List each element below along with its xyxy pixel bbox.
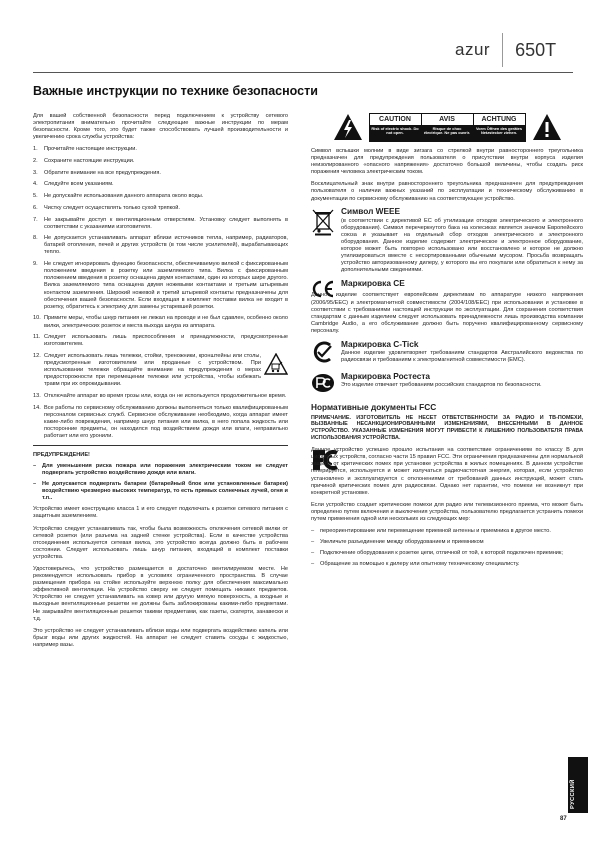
caution-labels — [311, 113, 583, 142]
ce-title: Маркировка CE — [341, 278, 405, 289]
header-rule — [33, 72, 573, 73]
ctick-text: Данное изделие удовлетворяет требованиям стандартов Австралийского ведомства по радиосвязи и требованиям к электромагнитной совместимости (EMC). — [341, 350, 583, 364]
ctick-title: Маркировка C-Tick — [341, 338, 419, 349]
paragraph: Удостоверьтесь, что устройство размещается в достаточно вентилируемом месте. Не рекомендуется использовать прибор в условиях ограниченного пространства. В случае размещения прибора на стойке используйте верхнюю полку для обеспечения максимально эффективной вентиляции. На устройство сверху не следует помещать никаких предметов. Устройство не следует устанавливать на ковер или другую мягкую поверхность, а входные и выходные вентиляционные решетки не должны быть заблокированы какими-либо предметами. Не закрывайте вентиляционные решетки такими предметами, как газеты, скатерти, занавески и т.д. — [33, 566, 288, 622]
fcc-title: Нормативные документы FCC — [311, 402, 437, 413]
ctick-section — [311, 338, 583, 369]
weee-text: (в соответствии с директивой ЕС об утилизации отходов электрического и электронного оборудования). Символ перечеркнутого бака на колесиках является значком Европейского союза и указывает на отдельный сбор отходов электрического и электронного оборудования. Данное изделие содержит электрическое и электронное оборудование, которое может быть повторно использовано или восстановлено и которое не должно утилизироваться вместе с несортированными обычными мусором. Просьба возвращать устройство авторизованному дилеру, у которого вы его покупали или обратиться к нему за дополнительными сведениями. — [341, 217, 583, 274]
list-item: 13. Отключайте аппарат во время грозы или, когда он не используется продолжительное время. — [33, 393, 287, 400]
fcc-notice: ПРИМЕЧАНИЕ. ИЗГОТОВИТЕЛЬ НЕ НЕСЕТ ОТВЕТСТВЕННОСТИ ЗА РАДИО И ТВ-ПОМЕХИ, ВЫЗВАННЫЕ НЕСАНКЦИОНИРОВАННЫМИ ИЗМЕНЕНИЯМИ, ВНЕСЕННЫМИ В ДАННОЕ УСТРОЙСТВО. УКАЗАННЫЕ ИЗМЕНЕНИЯ МОГУТ ПРИВЕСТИ К ЛИШЕНИЮ ПОЛЬЗОВАТЕЛЯ ПРАВА ИСПОЛЬЗОВАНИЯ УСТРОЙСТВА. — [311, 414, 583, 442]
language-tab: РУССКИЙ — [568, 757, 588, 813]
page-number: 87 — [560, 816, 567, 822]
exclamation-warning-icon — [532, 113, 562, 141]
list-item: 3. Обратите внимание на все предупреждения. — [33, 169, 161, 176]
fcc-list-item: – переориентирование или перемещение приемной антенны и приемника в другое место. — [311, 528, 551, 535]
warning-title: ПРЕДУПРЕЖДЕНИЕ! — [33, 451, 90, 458]
list-item: 14. Все работы по сервисному обслуживанию должны выполняться только квалифицированным персоналом сервисных служб. Сервисное обслуживание необходимо, когда аппарат имеет какие-либо повреждения, например шнур питания или вилка, в него попала жидкость или посторонние предметы, он находился под воздействием дождя или влаги, неправильно работает или его уронили. — [33, 404, 288, 440]
paragraph: Устройство следует устанавливать так, чтобы была возможность отключения сетевой вилки от сетевой розетки (или разъема на задней стенке устройства). Если в качестве устройства отсоединения используется сетевая вилка, это устройство всегда должно быть в рабочем состоянии. Следует использовать лишь шнур питания, входящий в комплект поставки устройства. — [33, 525, 288, 560]
paragraph: Это устройство не следует устанавливать вблизи воды или подвергать воздействию капель или брызг воды или других жидкостей. На аппарат не следует ставить сосуды с жидкостью, например вазы. — [33, 627, 288, 648]
weee-bin-icon — [311, 208, 335, 236]
rostest-icon — [311, 373, 335, 393]
right-column — [311, 113, 583, 572]
caution-box: CAUTION Risk of electric shock. Do not open. — [369, 113, 422, 142]
left-column — [33, 113, 288, 654]
fcc-list-item: – Увеличьте разъединение между оборудованием и приемником — [311, 539, 484, 546]
list-item: 1. Прочитайте настоящие инструкции. — [33, 146, 137, 153]
achtung-box: ACHTUNG Vorm Öffnen des gerätes Netzstecker ziehen. — [474, 113, 526, 142]
model-name: 650T — [515, 39, 557, 60]
list-item: 5. Не допускайте использования данного аппарата около воды. — [33, 193, 204, 200]
list-item: 2. Сохраните настоящие инструкции. — [33, 158, 135, 165]
rostest-section — [311, 373, 583, 394]
list-item: 10. Примите меры, чтобы шнур питания не лежал на проходе и не был сдавлен, особенно около вилки, электрических розеток и места выхода шнура из аппарата. — [33, 315, 288, 329]
list-item: 7. Не закрывайте доступ к вентиляционным отверстиям. Установку следует выполнять в соответствии с указаниями изготовителя. — [33, 216, 288, 230]
list-item: 9. Не следует игнорировать функцию безопасности, обеспечиваемую вилкой с фиксированным положением введения в розетку или заземляемого типа. Вилка с фиксированным положением введения в розетку оснащена двумя контактами, один из которых шире другого. Вилка заземляемого типа оснащена двумя ножевыми контактами и третьим штыревым контактом заземления. Широкий ножевой и третий штыревой контакты предназначены для обеспечения вашей безопасности. Если входящая в комплект поставки вилка не входит в розетку, обратитесь к электрику для замены устаревшей розетки. — [33, 261, 288, 310]
paragraph: Устройство имеет конструкцию класса 1 и его следует подключать к розетке сетевого питания с защитным заземлением. — [33, 506, 288, 520]
rostest-title: Маркировка Ростеста — [341, 371, 431, 382]
brand-header — [455, 36, 556, 64]
warning-item: – Для уменьшения риска пожара или поражения электрическим током не следует подвергать устройство воздействию дождя или влаги. — [33, 462, 288, 476]
instructions-list — [33, 146, 288, 440]
avis-box: AVIS Risque de choc électrique. Ne pas ouvrir. — [422, 113, 474, 142]
fcc-paragraph: Данное устройство успешно прошло испытания на соответствие ограничениям по классу B для цифровых устройств, согласно части 15 правил FCC. Эти ограничения предназначены для нормальной защиты от критических помех при установке устройства в жилых помещениях. В данном устройстве генерируется, используется и может излучаться радиочастотная энергия, которая, если устройство установлено и эксплуатируется с отклонениями от требований данных инструкций, может стать причиной критических помех для радиосвязи. Однако нет гарантии, что помехи не возникнут при конкретной установке. — [311, 447, 583, 496]
fcc-paragraph-2: Если устройство создает критические помехи для радио или телевизионного приема, что может быть определено путем включения и выключения устройства, пользователю предлагается устранить помехи путем применения одной или нескольких из следующих мер: — [311, 501, 583, 522]
divider — [33, 445, 288, 446]
fcc-list-item: – Подключение оборудования к розетке цепи, отличной от той, к которой подключен приемник; — [311, 550, 563, 557]
list-item: 11. Следует использовать лишь приспособления и принадлежности, предусмотренные изготовителем. — [33, 334, 288, 348]
fcc-list-item: – Обращение за помощью к дилеру или опытному техническому специалисту. — [311, 561, 520, 568]
ce-text: Данное изделие соответствует европейским директивам по аппаратуре низкого напряжения (2006/95/EEC) и электромагнитной совместимости (2004/108/EEC) при использовании и установке в соответствии с требованиями настоящей инструкции по эксплуатации. Для сохранения соответствия стандартам с данным изделием следует использовать принадлежности лишь производства компании Cambridge Audio, а его обслуживание должно быть поручено квалифицированному сервисному персоналу. — [311, 292, 583, 334]
list-item: 8. Не допускается устанавливать аппарат вблизи источников тепла, например, радиаторов, батарей отопления, печей и других устройств (в том числе усилителей), вырабатывающих тепло. — [33, 235, 288, 256]
weee-title: Символ WEEE — [341, 205, 401, 216]
lightning-warning-icon — [333, 113, 363, 141]
list-item: 6. Чистку следует осуществлять только сухой тряпкой. — [33, 204, 180, 211]
brand-name: azur — [455, 40, 491, 59]
paragraph: Восклицательный знак внутри равностороннего треугольника предназначен для предупреждения пользователя о наличии важных указаний по эксплуатации и техническому обслуживанию в документации по сервисному обслуживанию на соответствующее устройство. — [311, 181, 583, 202]
brand-separator — [502, 33, 503, 67]
paragraph: Символ вспышки молнии в виде зигзага со стрелкой внутри равностороннего треугольника предназначен для предупреждения пользователя о присутствии внутри корпуса изделия неизолированного «опасного напряжения» достаточно большой величины, чтобы создать риск поражения человека электрическим током. — [311, 148, 583, 176]
ctick-icon — [311, 341, 335, 363]
rostest-text: Это изделие отвечает требованиям российских стандартов по безопасности. — [341, 382, 542, 389]
intro-paragraph: Для вашей собственной безопасности перед подключением к устройству сетевого электропитания внимательно прочитайте следующие важные инструкции по мерам безопасности. Кроме того, это будет также способствовать лучшей производительности и увеличению срока службы устройства: — [33, 113, 288, 141]
warning-item: – Не допускается подвергать батареи (батарейный блок или установленные батареи) воздействию чрезмерно высоких температур, то есть прямых солнечных лучей, огня и т.п.. — [33, 481, 288, 502]
list-item: 12. Следует использовать лишь тележки, стойки, треножники, кронштейны или столы, предусмотренные изготовителем или проданные с устройством. При использовании тележки обращайте внимание на предупреждения о мерах предосторожности при перемещении тележки или устройства, чтобы избежать травм при их опрокидывании. — [33, 353, 288, 388]
page-title: Важные инструкции по технике безопасности — [33, 84, 318, 98]
list-item: 4. Следуйте всем указаниям. — [33, 181, 114, 188]
cart-warning-icon — [264, 353, 288, 377]
